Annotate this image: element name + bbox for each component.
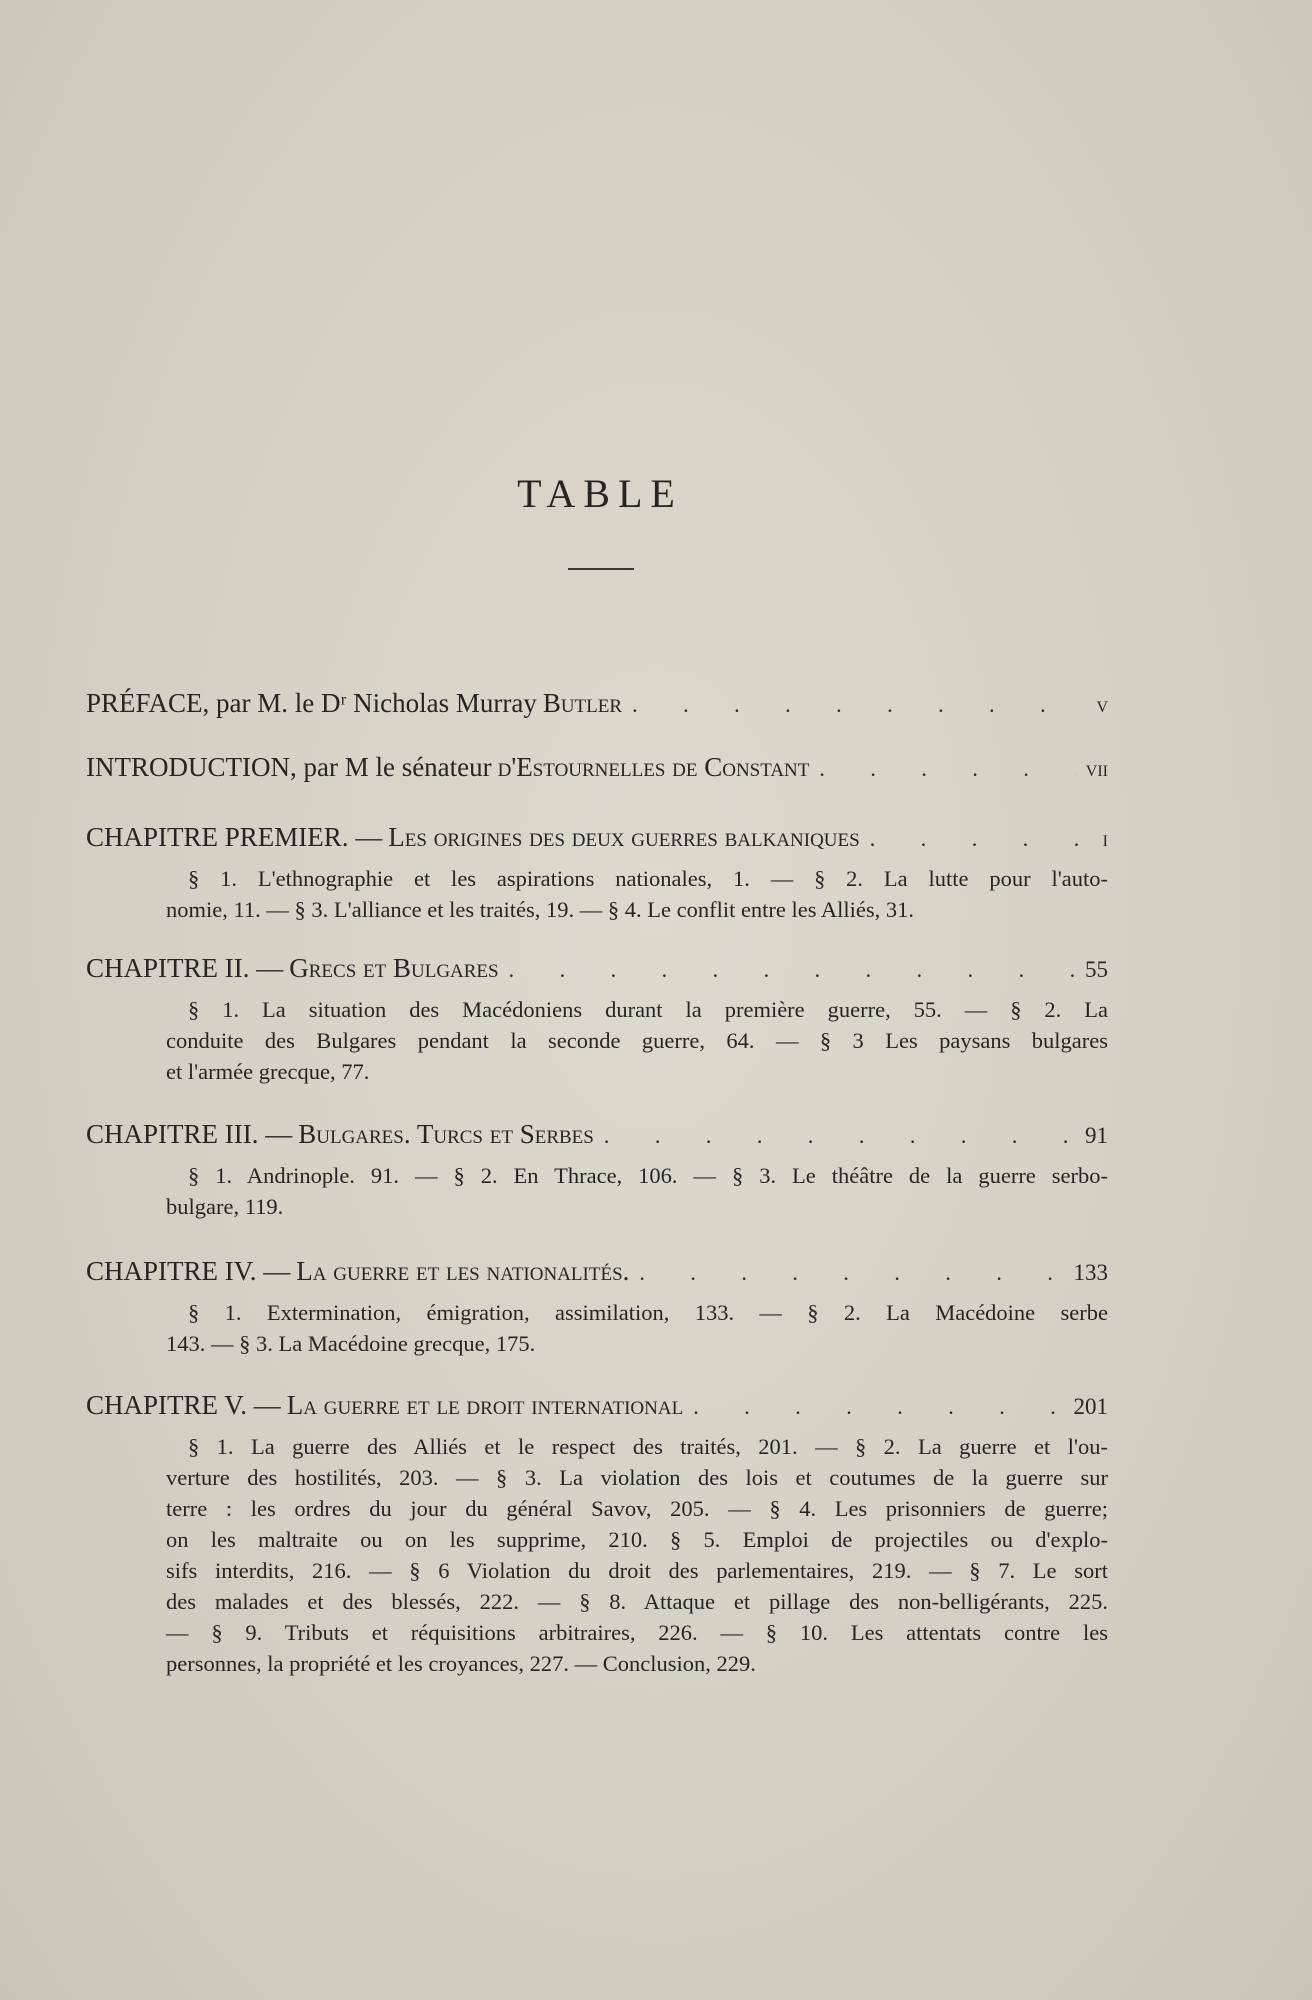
section-line: verture des hostilités, 203. — § 3. La violation des lois et coutumes de la guerre sur xyxy=(166,1465,1108,1490)
toc-entry-heading xyxy=(86,688,1108,719)
page-number: 91 xyxy=(1085,1123,1108,1148)
section-line: § 1. La guerre des Alliés et le respect des traités, 201. — § 2. La guerre et l'ou- xyxy=(188,1434,1108,1459)
section-line: nomie, 11. — § 3. L'alliance et les traités, 19. — § 4. Le conflit entre les Alliés, 31. xyxy=(166,897,915,922)
section-line: personnes, la propriété et les croyances, 227. — Conclusion, 229. xyxy=(166,1651,756,1676)
entry-label: CHAPITRE III. — xyxy=(86,1119,293,1149)
entry-title: Grecs et Bulgares xyxy=(289,953,499,983)
section-list xyxy=(86,1431,1108,1679)
dot-leader xyxy=(693,1394,1063,1420)
section-line: terre : les ordres du jour du général Savov, 205. — § 4. Les prisonniers de guerre; xyxy=(166,1496,1108,1521)
entry-title: La guerre et les nationalités. xyxy=(296,1256,630,1286)
entry-label: CHAPITRE II. — xyxy=(86,953,284,983)
entry-title: Les origines des deux guerres balkaniques xyxy=(388,822,860,852)
entry-label: CHAPITRE V. — xyxy=(86,1390,281,1420)
toc-entry xyxy=(86,752,1108,783)
toc-entry-heading xyxy=(86,1119,1108,1150)
page-number: v xyxy=(1096,692,1108,717)
page-number: 133 xyxy=(1073,1260,1108,1285)
entry-title: d'Estournelles de Constant xyxy=(497,752,810,782)
dot-leader xyxy=(632,692,1086,718)
section-list xyxy=(86,863,1108,925)
entry-label: CHAPITRE IV. — xyxy=(86,1256,291,1286)
dot-leader xyxy=(509,957,1075,983)
page-title: TABLE xyxy=(517,471,683,516)
dot-leader xyxy=(870,826,1093,852)
toc-entry-heading xyxy=(86,822,1108,853)
section-list xyxy=(86,1297,1108,1359)
dot-leader xyxy=(819,756,1075,782)
section-line: — § 9. Tributs et réquisitions arbitraires, 226. — § 10. Les attentats contre les xyxy=(166,1620,1108,1645)
section-list xyxy=(86,994,1108,1087)
entry-label: PRÉFACE, par M. le Dʳ Nicholas Murray xyxy=(86,688,537,718)
toc-entry-heading xyxy=(86,1390,1108,1421)
toc-entry xyxy=(86,953,1108,1087)
section-line: § 1. Extermination, émigration, assimilation, 133. — § 2. La Macédoine serbe xyxy=(188,1300,1108,1325)
section-line: 143. — § 3. La Macédoine grecque, 175. xyxy=(166,1331,536,1356)
section-line: conduite des Bulgares pendant la seconde guerre, 64. — § 3 Les paysans bulgares xyxy=(166,1028,1108,1053)
toc-entry-heading xyxy=(86,953,1108,984)
toc-entry xyxy=(86,1390,1108,1679)
entry-title: La guerre et le droit international xyxy=(286,1390,684,1420)
section-line: § 1. Andrinople. 91. — § 2. En Thrace, 106. — § 3. Le théâtre de la guerre serbo- xyxy=(188,1163,1108,1188)
dot-leader xyxy=(639,1260,1063,1286)
entry-label: CHAPITRE PREMIER. — xyxy=(86,822,383,852)
dot-leader xyxy=(604,1123,1075,1149)
toc-entry xyxy=(86,688,1108,719)
page-number: i xyxy=(1102,826,1108,851)
section-line: on les maltraite ou on les supprime, 210. § 5. Emploi de projectiles ou d'explo- xyxy=(166,1527,1108,1552)
page-number: 201 xyxy=(1073,1394,1108,1419)
toc-entry xyxy=(86,1256,1108,1359)
toc-entry-heading xyxy=(86,752,1108,783)
section-line: § 1. L'ethnographie et les aspirations nationales, 1. — § 2. La lutte pour l'auto- xyxy=(188,866,1108,891)
section-line: § 1. La situation des Macédoniens durant la première guerre, 55. — § 2. La xyxy=(188,997,1108,1022)
toc-entry-heading xyxy=(86,1256,1108,1287)
section-line: sifs interdits, 216. — § 6 Violation du droit des parlementaires, 219. — § 7. Le sort xyxy=(166,1558,1108,1583)
section-line: et l'armée grecque, 77. xyxy=(166,1059,370,1084)
section-list xyxy=(86,1160,1108,1222)
entry-label: INTRODUCTION, par M le sénateur xyxy=(86,752,492,782)
entry-title: Butler xyxy=(542,688,623,718)
page-number: 55 xyxy=(1085,957,1108,982)
section-line: bulgare, 119. xyxy=(166,1194,284,1219)
toc-entry xyxy=(86,1119,1108,1222)
title-rule xyxy=(568,568,634,570)
toc-entry xyxy=(86,822,1108,925)
entry-title: Bulgares. Turcs et Serbes xyxy=(298,1119,594,1149)
section-line: des malades et des blessés, 222. — § 8. Attaque et pillage des non-belligérants, 225. xyxy=(166,1589,1108,1614)
page-number: vii xyxy=(1085,756,1108,781)
